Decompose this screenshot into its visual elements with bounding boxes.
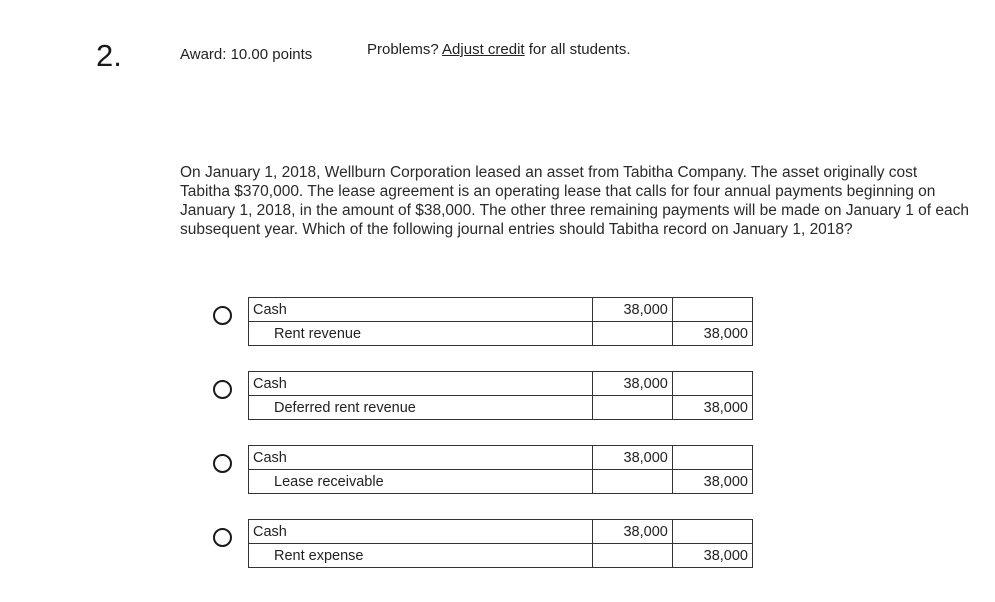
debit-row: [249, 372, 753, 396]
credit-debit-cell: [592, 544, 672, 568]
debit-amount: 38,000: [592, 372, 672, 396]
answer-option-3[interactable]: [213, 445, 753, 505]
journal-entry-table: [248, 445, 753, 494]
debit-account: Cash: [249, 372, 593, 396]
credit-amount: 38,000: [672, 396, 752, 420]
radio-button[interactable]: [213, 528, 232, 547]
debit-amount: 38,000: [592, 520, 672, 544]
credit-amount: 38,000: [672, 544, 752, 568]
answer-option-2[interactable]: [213, 371, 753, 431]
credit-debit-cell: [592, 396, 672, 420]
debit-account: Cash: [249, 298, 593, 322]
credit-row: [249, 322, 753, 346]
debit-row: [249, 446, 753, 470]
debit-row: [249, 298, 753, 322]
credit-account: Rent expense: [249, 544, 593, 568]
debit-credit-cell: [672, 298, 752, 322]
credit-row: [249, 470, 753, 494]
radio-button[interactable]: [213, 306, 232, 325]
radio-button[interactable]: [213, 380, 232, 399]
adjust-credit-link[interactable]: Adjust credit: [442, 41, 525, 58]
answer-option-4[interactable]: [213, 519, 753, 579]
question-text: On January 1, 2018, Wellburn Corporation leased an asset from Tabitha Company. The asset originally cost Tabitha $370,000. The lease agreement is an operating lease that calls for four annual payments beginning on January 1, 2018, in the amount of $38,000. The other three remaining payments will be made on January 1 of each subsequent year. Which of the following journal entries should Tabitha record on January 1, 2018?: [180, 164, 969, 238]
debit-credit-cell: [672, 520, 752, 544]
debit-account: Cash: [249, 446, 593, 470]
debit-credit-cell: [672, 372, 752, 396]
problems-suffix: for all students.: [524, 41, 631, 58]
debit-row: [249, 520, 753, 544]
credit-debit-cell: [592, 322, 672, 346]
journal-entry-table: [248, 371, 753, 420]
problems-label: Problems?: [367, 41, 443, 58]
question-number: 2.: [96, 38, 122, 73]
credit-amount: 38,000: [672, 322, 752, 346]
debit-account: Cash: [249, 520, 593, 544]
journal-entry-table: [248, 519, 753, 568]
credit-account: Rent revenue: [249, 322, 593, 346]
debit-credit-cell: [672, 446, 752, 470]
credit-amount: 38,000: [672, 470, 752, 494]
debit-amount: 38,000: [592, 446, 672, 470]
problems-bar: [367, 41, 630, 58]
journal-entry-table: [248, 297, 753, 346]
credit-row: [249, 396, 753, 420]
radio-button[interactable]: [213, 454, 232, 473]
award-points: Award: 10.00 points: [180, 46, 313, 63]
debit-amount: 38,000: [592, 298, 672, 322]
answer-option-1[interactable]: [213, 297, 753, 357]
credit-row: [249, 544, 753, 568]
credit-debit-cell: [592, 470, 672, 494]
credit-account: Lease receivable: [249, 470, 593, 494]
credit-account: Deferred rent revenue: [249, 396, 593, 420]
